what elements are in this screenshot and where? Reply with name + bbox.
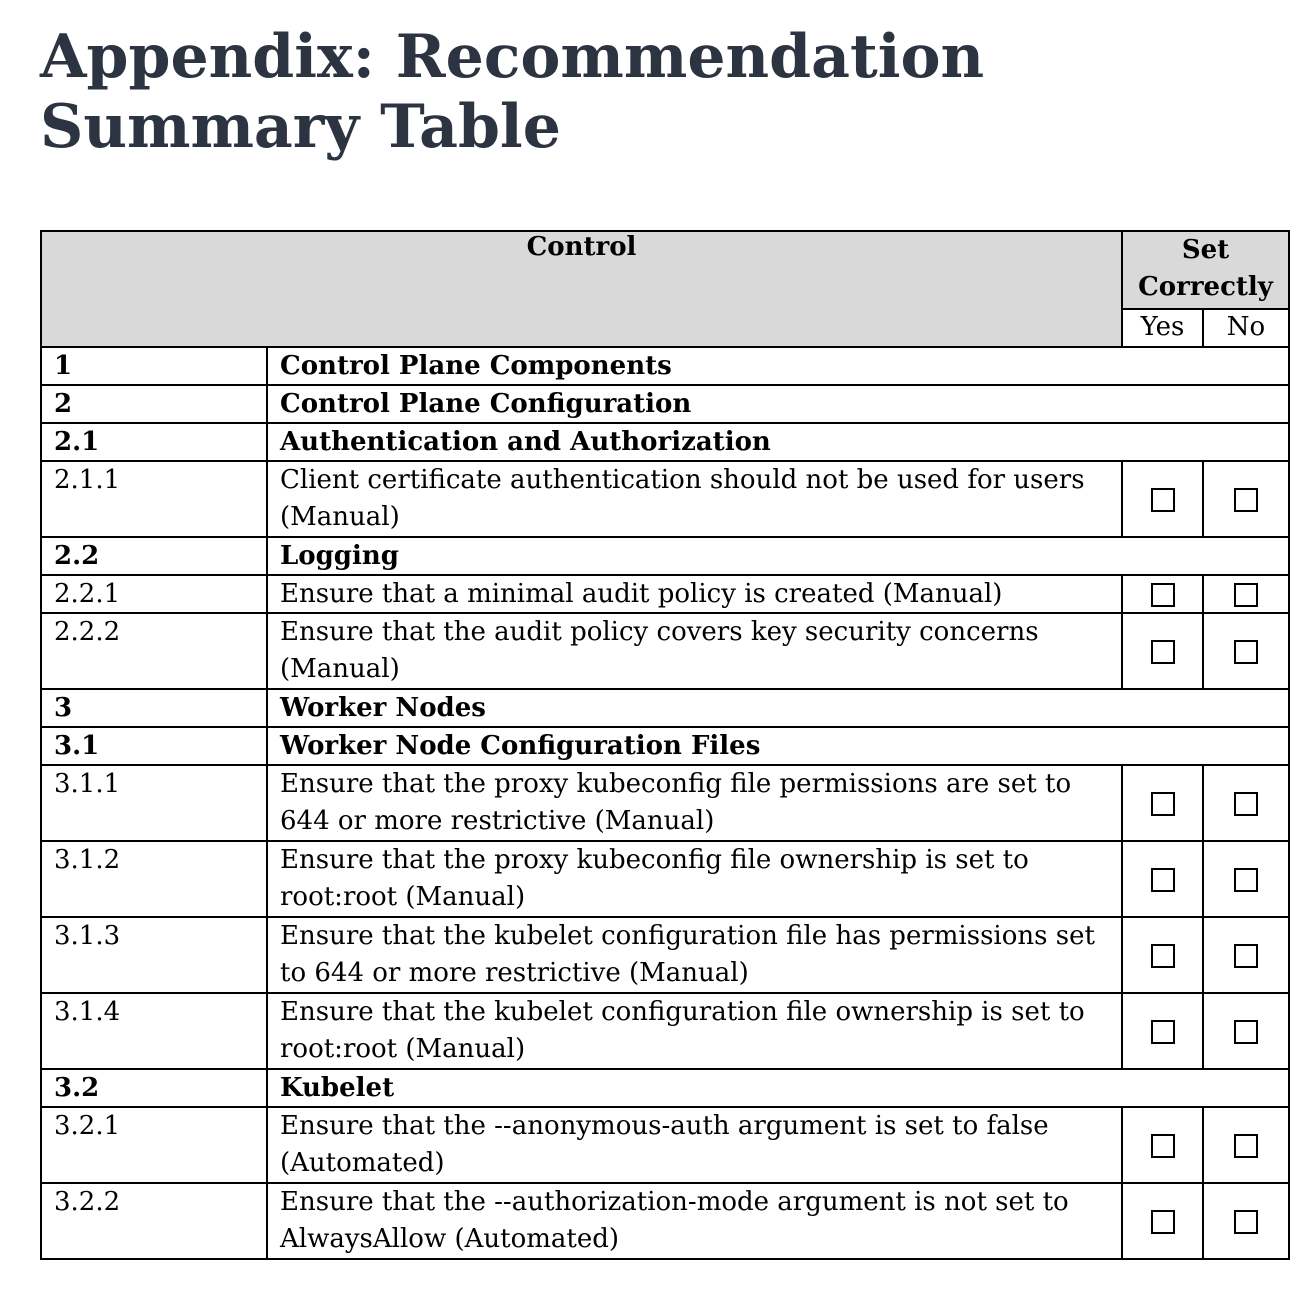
control-number: 2.2 [41, 537, 267, 575]
no-checkbox[interactable] [1234, 868, 1258, 892]
table-row [41, 765, 1289, 841]
no-checkbox-cell [1203, 613, 1289, 689]
control-number: 3.2.2 [41, 1183, 267, 1259]
no-checkbox[interactable] [1234, 1020, 1258, 1044]
control-description: Authentication and Authorization [267, 423, 1289, 461]
no-checkbox-cell [1203, 993, 1289, 1069]
yes-checkbox-cell [1122, 461, 1203, 537]
page-title: Appendix: Recommendation Summary Table [40, 22, 985, 162]
yes-checkbox[interactable] [1151, 583, 1175, 607]
no-checkbox[interactable] [1234, 944, 1258, 968]
table-row [41, 461, 1289, 537]
no-checkbox-cell [1203, 1183, 1289, 1259]
control-description: Ensure that the audit policy covers key security concerns (Manual) [267, 613, 1122, 689]
table-row [41, 575, 1289, 613]
control-description: Worker Nodes [267, 689, 1289, 727]
section-row [41, 347, 1289, 385]
no-checkbox-cell [1203, 841, 1289, 917]
control-description: Ensure that the kubelet configuration file ownership is set to root:root (Manual) [267, 993, 1122, 1069]
no-checkbox[interactable] [1234, 640, 1258, 664]
no-checkbox[interactable] [1234, 583, 1258, 607]
control-number: 3 [41, 689, 267, 727]
no-checkbox[interactable] [1234, 792, 1258, 816]
yes-checkbox-cell [1122, 613, 1203, 689]
table-row [41, 841, 1289, 917]
control-number: 2.1 [41, 423, 267, 461]
section-row [41, 537, 1289, 575]
no-checkbox[interactable] [1234, 1210, 1258, 1234]
yes-checkbox-cell [1122, 1107, 1203, 1183]
control-description: Ensure that the proxy kubeconfig file permissions are set to 644 or more restrictive (Manual) [267, 765, 1122, 841]
yes-checkbox-cell [1122, 575, 1203, 613]
control-number: 2 [41, 385, 267, 423]
control-description: Ensure that the --anonymous-auth argument is set to false (Automated) [267, 1107, 1122, 1183]
control-description: Control Plane Configuration [267, 385, 1289, 423]
control-description: Ensure that the proxy kubeconfig file ownership is set to root:root (Manual) [267, 841, 1122, 917]
control-number: 3.2 [41, 1069, 267, 1107]
yes-checkbox[interactable] [1151, 1134, 1175, 1158]
recommendation-summary-table [40, 230, 1290, 1260]
table-row [41, 613, 1289, 689]
control-number: 3.1.4 [41, 993, 267, 1069]
yes-checkbox[interactable] [1151, 1210, 1175, 1234]
control-number: 2.2.2 [41, 613, 267, 689]
yes-checkbox[interactable] [1151, 944, 1175, 968]
yes-column-header: Yes [1122, 309, 1203, 347]
control-number: 2.2.1 [41, 575, 267, 613]
control-description: Ensure that the --authorization-mode argument is not set to AlwaysAllow (Automated) [267, 1183, 1122, 1259]
control-column-header: Control [41, 231, 1122, 347]
yes-checkbox-cell [1122, 993, 1203, 1069]
yes-checkbox-cell [1122, 765, 1203, 841]
control-number: 1 [41, 347, 267, 385]
yes-checkbox-cell [1122, 917, 1203, 993]
control-description: Worker Node Configuration Files [267, 727, 1289, 765]
control-number: 3.2.1 [41, 1107, 267, 1183]
yes-checkbox[interactable] [1151, 640, 1175, 664]
table-row [41, 917, 1289, 993]
control-description: Ensure that the kubelet configuration file has permissions set to 644 or more restrictive (Manual) [267, 917, 1122, 993]
no-checkbox-cell [1203, 765, 1289, 841]
control-description: Control Plane Components [267, 347, 1289, 385]
section-row [41, 385, 1289, 423]
section-row [41, 423, 1289, 461]
control-number: 2.1.1 [41, 461, 267, 537]
yes-checkbox[interactable] [1151, 1020, 1175, 1044]
no-checkbox-cell [1203, 917, 1289, 993]
control-description: Client certificate authentication should not be used for users (Manual) [267, 461, 1122, 537]
table-row [41, 993, 1289, 1069]
table-row [41, 1107, 1289, 1183]
section-row [41, 1069, 1289, 1107]
no-checkbox-cell [1203, 461, 1289, 537]
control-number: 3.1.3 [41, 917, 267, 993]
control-description: Ensure that a minimal audit policy is created (Manual) [267, 575, 1122, 613]
table-row [41, 1183, 1289, 1259]
yes-checkbox[interactable] [1151, 868, 1175, 892]
section-row [41, 727, 1289, 765]
table-body [41, 347, 1289, 1259]
control-number: 3.1.2 [41, 841, 267, 917]
no-checkbox-cell [1203, 1107, 1289, 1183]
yes-checkbox-cell [1122, 1183, 1203, 1259]
control-description: Kubelet [267, 1069, 1289, 1107]
no-checkbox[interactable] [1234, 1134, 1258, 1158]
control-description: Logging [267, 537, 1289, 575]
yes-checkbox[interactable] [1151, 488, 1175, 512]
no-column-header: No [1203, 309, 1289, 347]
section-row [41, 689, 1289, 727]
yes-checkbox-cell [1122, 841, 1203, 917]
control-number: 3.1.1 [41, 765, 267, 841]
set-correctly-header: Set Correctly [1122, 231, 1289, 309]
no-checkbox[interactable] [1234, 488, 1258, 512]
control-number: 3.1 [41, 727, 267, 765]
yes-checkbox[interactable] [1151, 792, 1175, 816]
no-checkbox-cell [1203, 575, 1289, 613]
